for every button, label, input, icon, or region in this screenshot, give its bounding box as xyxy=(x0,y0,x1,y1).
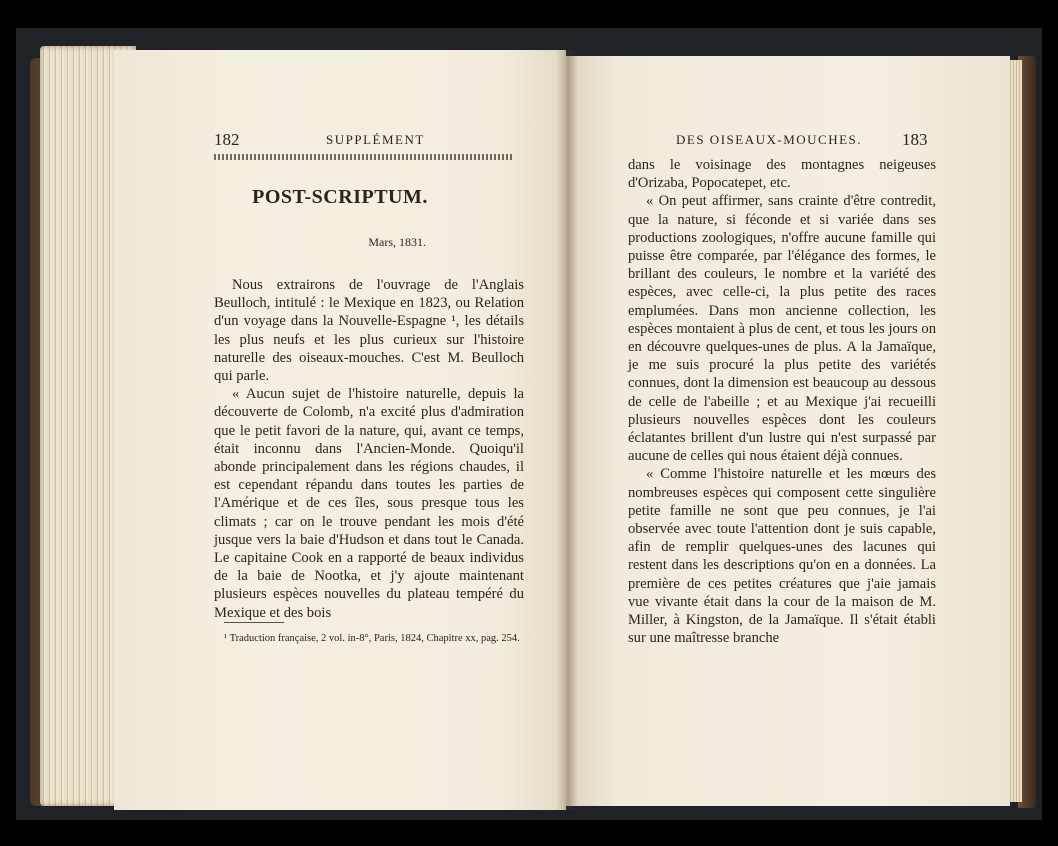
running-head-left: SUPPLÉMENT xyxy=(326,132,425,147)
page-edges-right xyxy=(1008,60,1022,802)
footnote: ¹ Traduction française, 2 vol. in-8°, Paris, 1824, Chapitre xx, pag. 254. xyxy=(224,633,520,644)
left-body-text xyxy=(214,276,524,622)
footnote-rule xyxy=(224,622,284,623)
running-head-right: DES OISEAUX-MOUCHES. xyxy=(676,132,863,147)
section-date: Mars, 1831. xyxy=(368,235,426,249)
right-page xyxy=(566,56,1010,806)
left-page xyxy=(114,50,566,810)
book-gutter xyxy=(556,50,578,810)
right-body-text xyxy=(628,156,936,647)
paragraph: « On peut affirmer, sans crainte d'être contredit, que la nature, si féconde et si variée dans ses productions zoologiques, n'offre aucune famille qui puisse être comparée, par l'élégance des formes, le brillant des couleurs, le nombre et la variété des espèces, avec celle-ci, la plus petite des races emplumées. Dans mon ancienne collection, les espèces montaient à plus de cent, et tous les jours on en découvre quelques-unes de plus. A la Jamaïque, je me suis procuré la plus petite des variétés connues, dont la dimension est beaucoup au dessous de celle de l'abeille ; et au Mexique j'ai recueilli plusieurs nouvelles espèces dont les couleurs éclatantes brillent d'un lustre qui n'est surpassé par aucune de celles qui nous étaient déjà connues. xyxy=(628,193,936,465)
paragraph: « Aucun sujet de l'histoire naturelle, depuis la découverte de Colomb, n'a excité plus d'admiration que le petit favori de la nature, qui, avant ce temps, était inconnu dans l'Ancien-Monde. Quoiqu'il abonde principalement dans les régions chaudes, il est cependant répandu dans toutes les parties de l'Amérique et de ces îles, sous presque tous les climats ; car on le trouve pendant les mois d'été jusque vers la baie d'Hudson et dans tout le Canada. Le capitaine Cook en a rapporté de beaux individus de la baie de Nootka, et j'y ajoute maintenant plusieurs espèces nouvelles du plateau tempéré du Mexique et des bois xyxy=(214,386,524,621)
paragraph: « Comme l'histoire naturelle et les mœurs des nombreuses espèces qui composent cette singulière petite famille ne sont que peu connues, je l'ai observée avec toute l'attention dont je suis capable, afin de remplir quelques-unes des lacunes qui restent dans les descriptions qu'on en a données. La première de ces petites créatures que j'aie jamais vue vivante était dans la cour de la maison de M. Miller, à Kingston, de la Jamaïque. Il s'était établi sur une maîtresse branche xyxy=(628,466,936,647)
page-number-left: 182 xyxy=(214,130,240,149)
paragraph: Nous extrairons de l'ouvrage de l'Anglais Beulloch, intitulé : le Mexique en 1823, ou Relation d'un voyage dans la Nouvelle-Espagne ¹, les détails les plus neufs et les plus curieux sur l'histoire naturelle des oiseaux-mouches. C'est M. Beulloch qui parle. xyxy=(214,277,524,385)
page-number-right: 183 xyxy=(902,130,928,149)
paragraph: dans le voisinage des montagnes neigeuses d'Orizaba, Popocatepet, etc. xyxy=(628,157,936,192)
open-book xyxy=(18,38,1036,814)
section-title: POST-SCRIPTUM. xyxy=(252,186,428,208)
header-rule xyxy=(214,154,514,160)
